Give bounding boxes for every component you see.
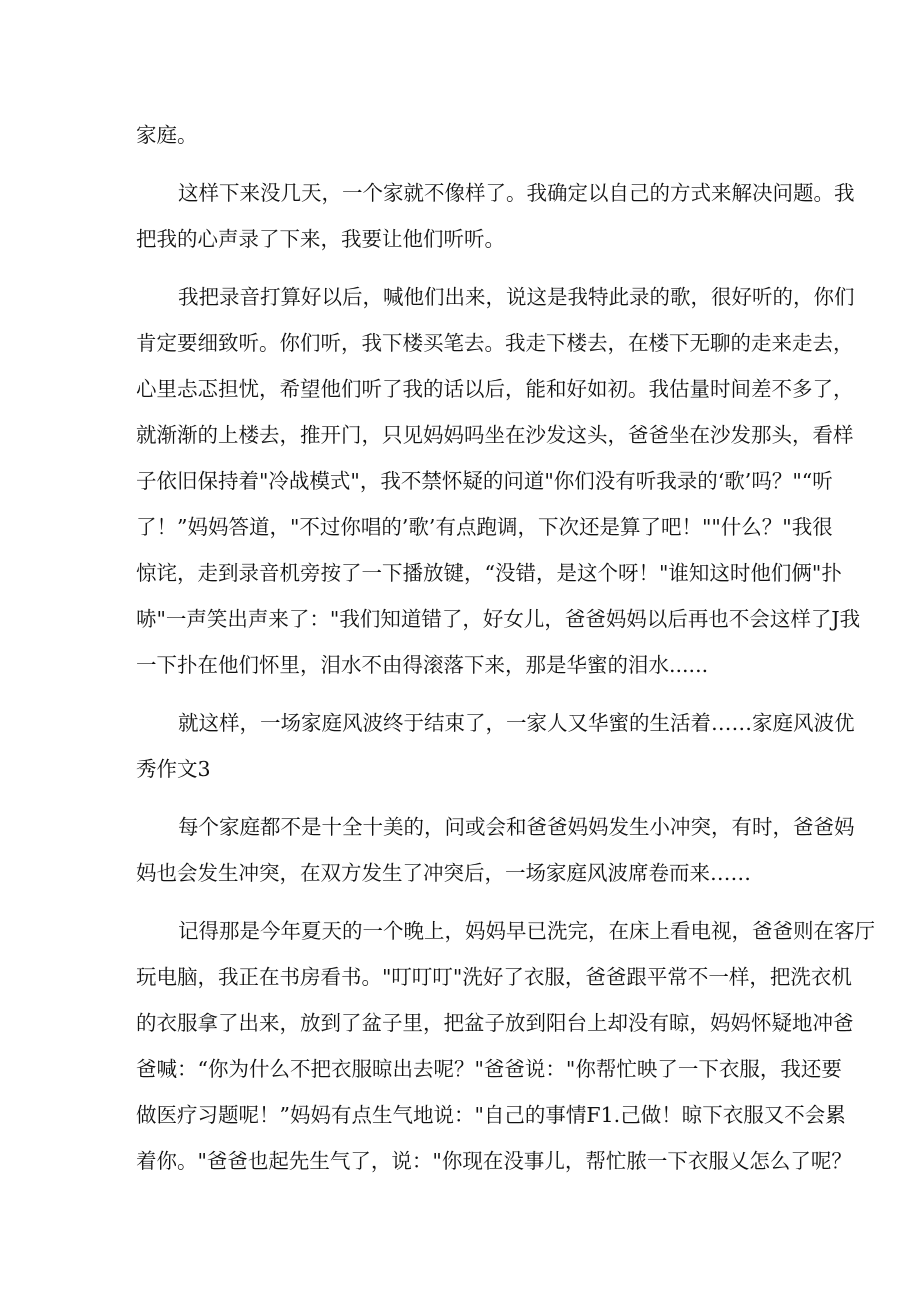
- text-line: 哧"一声笑出声来了："我们知道错了，好女儿，爸爸妈妈以后再也不会这样了J我: [136, 607, 861, 631]
- text-line: 这样下来没几天，一个家就不像样了。我确定以自己的方式来解决问题。我: [178, 181, 855, 205]
- text-line: 子依旧保持着"冷战模式"，我不禁怀疑的问道"你们没有听我录的‘歌’吗？"“听: [136, 469, 833, 493]
- text-line: 秀作文3: [136, 757, 211, 781]
- text-line: 肯定要细致听。你们听，我下楼买笔去。我走下楼去，在楼下无聊的走来走去，: [136, 331, 854, 355]
- text-line: 玩电脑，我正在书房看书。"叮叮叮"洗好了衣服，爸爸跟平常不一样，把洗衣机: [136, 965, 852, 989]
- paragraph-gap: [136, 158, 796, 170]
- text-line: 我把录音打算好以后，喊他们出来，说这是我特此录的歌，很好听的，你们: [178, 285, 855, 309]
- text-line: 做医疗习题呢！”妈妈有点生气地说："自己的事情F1.己做！晾下衣服又不会累: [136, 1103, 846, 1127]
- text-line: 就这样，一场家庭风波终于结束了，一家人又华蜜的生活着……家庭风波优: [178, 711, 855, 735]
- text-line: 爸喊：“你为什么不把衣服晾出去呢？"爸爸说："你帮忙映了一下衣服，我还要: [136, 1057, 842, 1081]
- text-line: 妈也会发生冲突，在双方发生了冲突后，一场家庭风波席卷而来……: [136, 861, 751, 885]
- document-body: [136, 112, 875, 1184]
- text-line: 家庭。: [136, 123, 198, 147]
- text-line: 了！”妈妈答道，"不过你唱的’歌’有点跑调，下次还是算了吧！""什么？"我很: [136, 515, 833, 539]
- text-line: 记得那是今年夏天的一个晚上，妈妈早已洗完，在床上看电视，爸爸则在客厅: [178, 919, 875, 943]
- text-line: 就渐渐的上楼去，推开门，只见妈妈吗坐在沙发这头，爸爸坐在沙发那头，看样: [136, 423, 854, 447]
- text-line: 把我的心声录了下来，我要让他们听听。: [136, 227, 505, 251]
- text-line: 心里忐忑担忧，希望他们听了我的话以后，能和好如初。我估量时间差不多了，: [136, 377, 854, 401]
- text-line: 着你。"爸爸也起先生气了，说："你现在没事儿，帮忙脓一下衣服乂怎么了呢？: [136, 1149, 852, 1173]
- text-line: 惊诧，走到录音机旁按了一下播放键，“没错，是这个呀！"谁知这时他们俩"扑: [136, 561, 842, 585]
- paragraph-gap: [136, 792, 796, 804]
- paragraph-gap: [136, 262, 796, 274]
- paragraph-gap: [136, 896, 796, 908]
- text-line: 的衣服拿了出来，放到了盆子里，把盆子放到阳台上却没有晾，妈妈怀疑地冲爸: [136, 1011, 854, 1035]
- paragraph-gap: [136, 688, 796, 700]
- text-line: 一下扑在他们怀里，泪水不由得滚落下来，那是华蜜的泪水......: [136, 653, 709, 677]
- text-line: 每个家庭都不是十全十美的，问或会和爸爸妈妈发生小冲突，有时，爸爸妈: [178, 815, 855, 839]
